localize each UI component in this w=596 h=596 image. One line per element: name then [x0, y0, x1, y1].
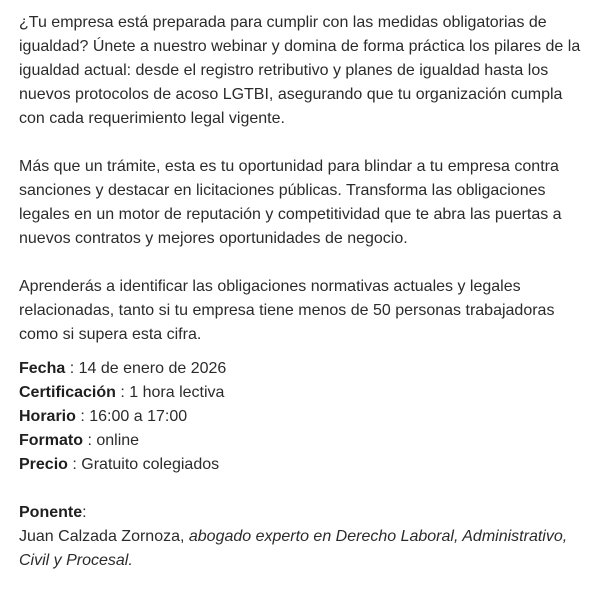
detail-certificacion-label: Certificación	[19, 384, 116, 401]
detail-horario	[19, 405, 581, 429]
speaker-heading	[19, 501, 581, 525]
intro-paragraph-1: ¿Tu empresa está preparada para cumplir con las medidas obligatorias de igualdad? Únete a nuestro webinar y domina de forma práctica los pilares de la igualdad actual: desde el registro retributivo y planes de igualdad hasta los nuevos protocolos de acoso LGTBI, asegurando que tu organización cumpla con cada requerimiento legal vigente.	[19, 14, 581, 127]
intro-paragraph-3: Aprenderás a identificar las obligaciones normativas actuales y legales relacionadas, tanto si tu empresa tiene menos de 50 personas trabajadoras como si supera esta cifra.	[19, 278, 555, 343]
detail-horario-separator: :	[75, 408, 90, 425]
detail-certificacion	[19, 381, 581, 405]
detail-formato-label: Formato	[19, 432, 83, 449]
detail-horario-label: Horario	[19, 408, 76, 425]
speaker-section	[19, 501, 581, 573]
speaker-name: Juan Calzada Zornoza,	[19, 528, 189, 545]
detail-precio-value: Gratuito colegiados	[81, 456, 220, 473]
detail-formato	[19, 429, 581, 453]
intro-paragraph-2: Más que un trámite, esta es tu oportunidad para blindar a tu empresa contra sanciones y destacar en licitaciones públicas. Transforma las obligaciones legales en un motor de reputación y competitividad que te abra las puertas a nuevos contratos y mejores oportunidades de negocio.	[19, 158, 562, 247]
detail-fecha-label: Fecha	[19, 360, 66, 377]
detail-fecha-value: 14 de enero de 2026	[78, 360, 227, 377]
detail-precio	[19, 453, 581, 477]
detail-certificacion-separator: :	[115, 384, 130, 401]
detail-precio-separator: :	[67, 456, 82, 473]
speaker-separator: :	[82, 504, 87, 521]
detail-precio-label: Precio	[19, 456, 68, 473]
event-details	[19, 357, 581, 477]
detail-fecha-separator: :	[65, 360, 79, 377]
speaker-description: abogado experto en Derecho Laboral, Administrativo, Civil y Procesal.	[19, 528, 568, 569]
detail-fecha	[19, 357, 581, 381]
detail-certificacion-value: 1 hora lectiva	[129, 384, 225, 401]
detail-formato-value: online	[96, 432, 140, 449]
speaker-info	[19, 525, 581, 573]
speaker-label: Ponente	[19, 504, 83, 521]
detail-formato-separator: :	[83, 432, 97, 449]
detail-horario-value: 16:00 a 17:00	[89, 408, 188, 425]
